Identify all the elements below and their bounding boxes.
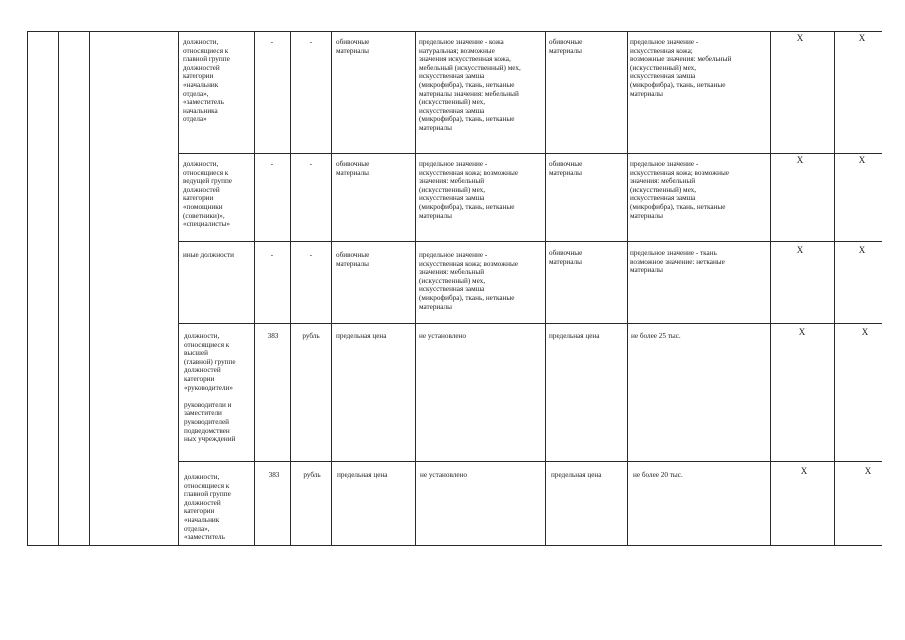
column-divider: [89, 31, 90, 545]
characteristic-cell: обивочные материалы: [336, 160, 370, 177]
column-divider: [290, 31, 291, 545]
value2-cell: предельное значение - искусственная кожа; возможные значения: мебельный (искусственный) мех, искусственная замша (микрофибра), ткань, нетканые материалы: [630, 38, 732, 98]
characteristic-cell: предельная цена: [336, 332, 387, 340]
column-divider: [254, 31, 255, 545]
code-cell: -: [270, 160, 274, 168]
characteristic-cell: обивочные материалы: [336, 38, 370, 55]
value-cell: предельное значение - искусственная кожа; возможные значения: мебельный (искусственный) мех, искусственная замша (микрофибра), ткань, нетканые материалы: [419, 251, 519, 311]
column-divider: [627, 31, 628, 545]
mark-cell: X: [858, 156, 866, 165]
value2-cell: предельное значение - искусственная кожа; возможные значения: мебельный (искусственный) мех, искусственная замша (микрофибра), ткань, нетканые материалы: [630, 160, 730, 220]
code-cell: -: [270, 38, 274, 46]
value-cell: предельное значение - кожа натуральная; возможные значения искусственная кожа, мебельный (искусственный) мех, искусственная замша (микрофибра), ткань, нетканые материалы значения: мебельный (искусственный) мех, искусственная замша (микрофибра), ткань, нетканые материалы: [419, 38, 521, 132]
mark-cell: X: [796, 246, 804, 255]
row-divider: [178, 461, 882, 462]
column-divider: [770, 31, 771, 545]
unit-cell: -: [309, 160, 313, 168]
value-cell: предельное значение - искусственная кожа; возможные значения: мебельный (искусственный) мех, искусственная замша (микрофибра), ткань, нетканые материалы: [419, 160, 519, 220]
mark-cell: X: [864, 467, 872, 476]
value2-cell: предельное значение - ткань возможное значение: нетканые материалы: [630, 249, 725, 275]
code-cell: 383: [267, 332, 279, 340]
characteristic2-cell: предельная цена: [549, 332, 600, 340]
mark-cell: X: [861, 328, 869, 337]
unit-cell: -: [309, 38, 313, 46]
unit-cell: рубль: [303, 471, 321, 479]
unit-cell: -: [309, 251, 313, 259]
position-cell: должности, относящиеся к ведущей группе должностей категории «помощники (советники)», «специалисты»: [183, 160, 232, 229]
characteristic2-cell: обивочные материалы: [549, 249, 583, 266]
characteristic2-cell: обивочные материалы: [549, 160, 583, 177]
table-top-border: [27, 31, 882, 32]
row-divider: [178, 323, 882, 324]
column-divider: [27, 31, 28, 545]
characteristic-cell: обивочные материалы: [336, 251, 370, 268]
column-divider: [834, 31, 835, 545]
position-cell: должности, относящиеся к высшей (главной) группе должностей категории «руководители» руководители и заместители руководителей подведомствен ных учреждений: [184, 332, 236, 444]
characteristic2-cell: предельная цена: [551, 471, 602, 479]
column-divider: [58, 31, 59, 545]
position-cell: должности, относящиеся к главной группе должностей категории «начальник отдела», «заместитель начальника отдела»: [183, 38, 230, 124]
mark-cell: X: [800, 467, 808, 476]
column-divider: [178, 31, 179, 545]
mark-cell: X: [796, 156, 804, 165]
mark-cell: X: [858, 246, 866, 255]
value2-cell: не более 20 тыс.: [633, 471, 683, 479]
column-divider: [331, 31, 332, 545]
table-bottom-border: [27, 545, 882, 546]
characteristic2-cell: обивочные материалы: [549, 38, 583, 55]
mark-cell: X: [796, 34, 804, 43]
code-cell: -: [270, 251, 274, 259]
row-divider: [178, 153, 882, 154]
value-cell: не установлено: [420, 471, 467, 479]
unit-cell: рубль: [302, 332, 320, 340]
characteristic-cell: предельная цена: [337, 471, 388, 479]
value2-cell: не более 25 тыс.: [631, 332, 681, 340]
mark-cell: X: [858, 34, 866, 43]
position-cell: должности, относящиеся к главной группе должностей категории «начальник отдела», «заместитель: [184, 473, 231, 542]
position-cell: иные должности: [183, 251, 235, 259]
mark-cell: X: [798, 328, 806, 337]
value-cell: не установлено: [419, 332, 466, 340]
column-divider: [415, 31, 416, 545]
column-divider: [545, 31, 546, 545]
code-cell: 383: [268, 471, 280, 479]
row-divider: [178, 241, 882, 242]
